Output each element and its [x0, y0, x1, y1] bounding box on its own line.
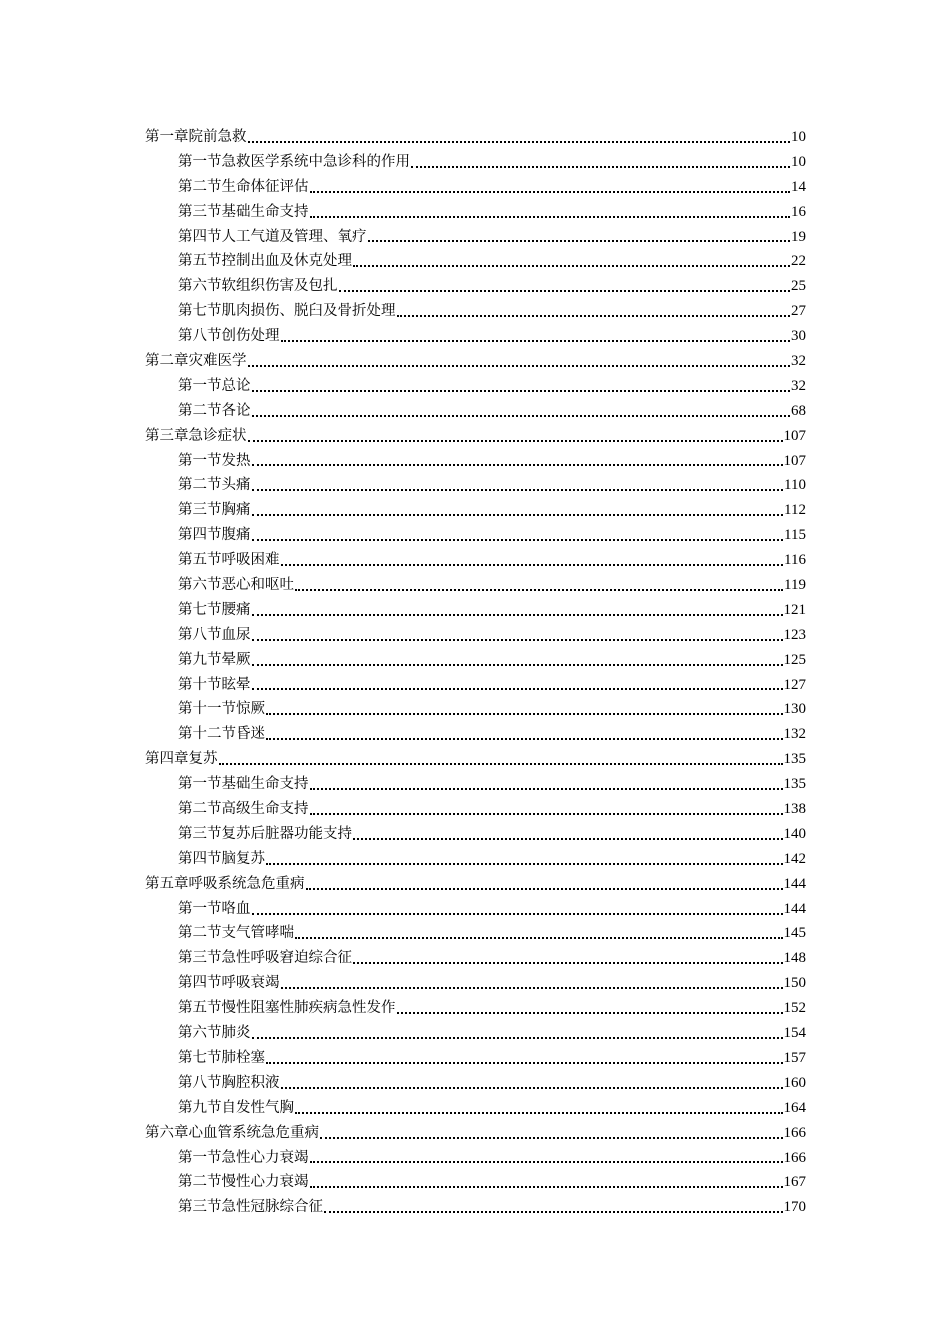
toc-section-entry[interactable] [145, 399, 806, 424]
toc-entry-page-number: 132 [783, 726, 806, 743]
toc-section-entry[interactable] [145, 249, 806, 274]
toc-dot-leader [252, 539, 784, 541]
toc-chapter-entry[interactable] [145, 872, 806, 897]
toc-entry-title: 第六节软组织伤害及包扎 [178, 278, 338, 295]
toc-entry-title: 第五章呼吸系统急危重病 [145, 875, 305, 892]
toc-dot-leader [324, 1211, 783, 1213]
toc-dot-leader [310, 1186, 783, 1188]
toc-chapter-entry[interactable] [145, 1121, 806, 1146]
toc-section-entry[interactable] [145, 722, 806, 747]
toc-dot-leader [252, 1037, 783, 1039]
toc-entry-page-number: 115 [784, 527, 806, 544]
toc-dot-leader [310, 191, 791, 193]
toc-entry-title: 第一节基础生命支持 [178, 776, 309, 793]
toc-entry-title: 第一节总论 [178, 377, 251, 394]
toc-entry-title: 第七节腰痛 [178, 601, 251, 618]
toc-entry-page-number: 123 [783, 626, 806, 643]
toc-entry-title: 第四章复苏 [145, 751, 218, 768]
toc-section-entry[interactable] [145, 648, 806, 673]
toc-entry-title: 第十二节昏迷 [178, 726, 265, 743]
table-of-contents [145, 125, 806, 1220]
toc-dot-leader [320, 1137, 783, 1139]
toc-chapter-entry[interactable] [145, 125, 806, 150]
toc-entry-page-number: 130 [783, 701, 806, 718]
toc-section-entry[interactable] [145, 1021, 806, 1046]
toc-dot-leader [397, 1012, 783, 1014]
toc-chapter-entry[interactable] [145, 747, 806, 772]
toc-entry-page-number: 144 [783, 875, 806, 892]
toc-entry-page-number: 112 [784, 502, 806, 519]
toc-dot-leader [310, 1161, 783, 1163]
toc-entry-page-number: 107 [783, 427, 806, 444]
toc-entry-title: 第四节脑复苏 [178, 850, 265, 867]
toc-dot-leader [266, 863, 783, 865]
toc-entry-page-number: 144 [783, 900, 806, 917]
toc-entry-page-number: 30 [791, 328, 806, 345]
toc-section-entry[interactable] [145, 697, 806, 722]
toc-entry-title: 第二节各论 [178, 402, 251, 419]
toc-entry-title: 第七节肺栓塞 [178, 1049, 265, 1066]
toc-entry-page-number: 119 [784, 577, 806, 594]
toc-entry-title: 第三节急性呼吸窘迫综合征 [178, 950, 352, 967]
toc-entry-title: 第三节复苏后脏器功能支持 [178, 825, 352, 842]
toc-entry-page-number: 10 [791, 128, 806, 145]
toc-dot-leader [281, 340, 791, 342]
toc-entry-page-number: 154 [783, 1025, 806, 1042]
toc-section-entry[interactable] [145, 772, 806, 797]
toc-entry-page-number: 110 [784, 477, 806, 494]
toc-entry-page-number: 19 [791, 228, 806, 245]
toc-dot-leader [248, 141, 791, 143]
toc-entry-title: 第十一节惊厥 [178, 701, 265, 718]
toc-section-entry[interactable] [145, 1046, 806, 1071]
toc-entry-page-number: 140 [783, 825, 806, 842]
toc-entry-title: 第一节急救医学系统中急诊科的作用 [178, 153, 410, 170]
toc-section-entry[interactable] [145, 498, 806, 523]
toc-section-entry[interactable] [145, 946, 806, 971]
toc-section-entry[interactable] [145, 623, 806, 648]
toc-entry-title: 第二节慢性心力衰竭 [178, 1174, 309, 1191]
toc-section-entry[interactable] [145, 548, 806, 573]
toc-dot-leader [397, 315, 791, 317]
toc-entry-title: 第一节咯血 [178, 900, 251, 917]
toc-section-entry[interactable] [145, 797, 806, 822]
toc-entry-page-number: 107 [783, 452, 806, 469]
toc-entry-page-number: 10 [791, 153, 806, 170]
toc-entry-page-number: 138 [783, 801, 806, 818]
toc-dot-leader [248, 440, 783, 442]
toc-entry-page-number: 166 [783, 1124, 806, 1141]
toc-entry-title: 第六节肺炎 [178, 1025, 251, 1042]
toc-entry-title: 第四节腹痛 [178, 527, 251, 544]
toc-dot-leader [252, 639, 783, 641]
toc-entry-page-number: 121 [783, 601, 806, 618]
toc-section-entry[interactable] [145, 274, 806, 299]
toc-dot-leader [252, 489, 784, 491]
toc-entry-page-number: 142 [783, 850, 806, 867]
toc-dot-leader [266, 713, 783, 715]
toc-dot-leader [248, 365, 791, 367]
toc-section-entry[interactable] [145, 175, 806, 200]
toc-dot-leader [339, 290, 791, 292]
toc-dot-leader [281, 1087, 783, 1089]
toc-entry-page-number: 160 [783, 1074, 806, 1091]
toc-section-entry[interactable] [145, 1096, 806, 1121]
toc-entry-title: 第四节呼吸衰竭 [178, 975, 280, 992]
toc-entry-page-number: 135 [783, 751, 806, 768]
toc-entry-title: 第三节基础生命支持 [178, 203, 309, 220]
toc-entry-title: 第四节人工气道及管理、氧疗 [178, 228, 367, 245]
toc-section-entry[interactable] [145, 1071, 806, 1096]
toc-entry-page-number: 150 [783, 975, 806, 992]
toc-entry-page-number: 164 [783, 1099, 806, 1116]
toc-dot-leader [252, 464, 783, 466]
toc-dot-leader [353, 962, 783, 964]
toc-entry-title: 第九节晕厥 [178, 651, 251, 668]
toc-entry-page-number: 157 [783, 1049, 806, 1066]
toc-section-entry[interactable] [145, 1170, 806, 1195]
toc-dot-leader [252, 514, 784, 516]
toc-dot-leader [266, 738, 783, 740]
toc-entry-title: 第九节自发性气胸 [178, 1099, 294, 1116]
toc-entry-page-number: 145 [783, 925, 806, 942]
toc-entry-page-number: 148 [783, 950, 806, 967]
toc-entry-title: 第五节控制出血及休克处理 [178, 253, 352, 270]
toc-entry-title: 第一节急性心力衰竭 [178, 1149, 309, 1166]
toc-entry-title: 第二节头痛 [178, 477, 251, 494]
toc-dot-leader [295, 937, 783, 939]
toc-section-entry[interactable] [145, 449, 806, 474]
toc-section-entry[interactable] [145, 1146, 806, 1171]
toc-section-entry[interactable] [145, 200, 806, 225]
toc-dot-leader [295, 589, 783, 591]
toc-dot-leader [281, 987, 783, 989]
toc-dot-leader [219, 763, 783, 765]
toc-section-entry[interactable] [145, 573, 806, 598]
toc-dot-leader [252, 664, 783, 666]
toc-dot-leader [252, 913, 783, 915]
toc-entry-title: 第六章心血管系统急危重病 [145, 1124, 319, 1141]
toc-entry-title: 第三节急性冠脉综合征 [178, 1199, 323, 1216]
toc-section-entry[interactable] [145, 225, 806, 250]
toc-dot-leader [368, 240, 791, 242]
toc-entry-page-number: 27 [791, 303, 806, 320]
toc-section-entry[interactable] [145, 822, 806, 847]
toc-entry-title: 第五节慢性阻塞性肺疾病急性发作 [178, 1000, 396, 1017]
toc-entry-page-number: 68 [791, 402, 806, 419]
toc-entry-page-number: 25 [791, 278, 806, 295]
toc-section-entry[interactable] [145, 922, 806, 947]
toc-entry-page-number: 22 [791, 253, 806, 270]
toc-entry-title: 第六节恶心和呕吐 [178, 577, 294, 594]
toc-entry-page-number: 127 [783, 676, 806, 693]
toc-entry-page-number: 14 [791, 178, 806, 195]
toc-dot-leader [252, 614, 783, 616]
toc-entry-title: 第二节支气管哮喘 [178, 925, 294, 942]
toc-entry-title: 第二章灾难医学 [145, 353, 247, 369]
toc-section-entry[interactable] [145, 673, 806, 698]
toc-entry-page-number: 32 [791, 353, 806, 369]
toc-entry-title: 第一节发热 [178, 452, 251, 469]
toc-entry-page-number: 135 [783, 776, 806, 793]
toc-entry-title: 第二节生命体征评估 [178, 178, 309, 195]
toc-dot-leader [353, 838, 783, 840]
toc-section-entry[interactable] [145, 598, 806, 623]
toc-dot-leader [411, 166, 790, 168]
toc-dot-leader [266, 1062, 783, 1064]
toc-section-entry[interactable] [145, 847, 806, 872]
toc-section-entry[interactable] [145, 971, 806, 996]
toc-entry-page-number: 32 [791, 377, 806, 394]
toc-dot-leader [353, 265, 790, 267]
toc-dot-leader [252, 390, 791, 392]
toc-dot-leader [310, 813, 783, 815]
toc-entry-title: 第三节胸痛 [178, 502, 251, 519]
toc-entry-page-number: 170 [783, 1199, 806, 1216]
toc-entry-title: 第十节眩晕 [178, 676, 251, 693]
toc-section-entry[interactable] [145, 324, 806, 349]
toc-entry-title: 第八节创伤处理 [178, 328, 280, 345]
toc-section-entry[interactable] [145, 897, 806, 922]
toc-entry-page-number: 152 [783, 1000, 806, 1017]
toc-entry-title: 第一章院前急救 [145, 128, 247, 145]
toc-entry-title: 第五节呼吸困难 [178, 552, 280, 569]
toc-dot-leader [281, 564, 784, 566]
toc-dot-leader [252, 415, 791, 417]
toc-dot-leader [252, 688, 783, 690]
toc-dot-leader [310, 788, 783, 790]
toc-dot-leader [306, 888, 783, 890]
toc-entry-title: 第八节血尿 [178, 626, 251, 643]
toc-section-entry[interactable] [145, 523, 806, 548]
toc-section-entry[interactable] [145, 473, 806, 498]
toc-entry-title: 第二节高级生命支持 [178, 801, 309, 818]
toc-section-entry[interactable] [145, 299, 806, 324]
toc-entry-page-number: 116 [784, 552, 806, 569]
toc-dot-leader [295, 1112, 783, 1114]
toc-entry-title: 第八节胸腔积液 [178, 1074, 280, 1091]
toc-entry-title: 第七节肌肉损伤、脱臼及骨折处理 [178, 303, 396, 320]
toc-entry-page-number: 125 [783, 651, 806, 668]
toc-chapter-entry[interactable] [145, 424, 806, 449]
toc-entry-page-number: 16 [791, 203, 806, 220]
toc-section-entry[interactable] [145, 1195, 806, 1220]
toc-section-entry[interactable] [145, 150, 806, 175]
toc-section-entry[interactable] [145, 374, 806, 399]
toc-chapter-entry[interactable] [145, 349, 806, 374]
toc-entry-page-number: 167 [783, 1174, 806, 1191]
toc-entry-page-number: 166 [783, 1149, 806, 1166]
toc-entry-title: 第三章急诊症状 [145, 427, 247, 444]
toc-dot-leader [310, 216, 791, 218]
toc-section-entry[interactable] [145, 996, 806, 1021]
